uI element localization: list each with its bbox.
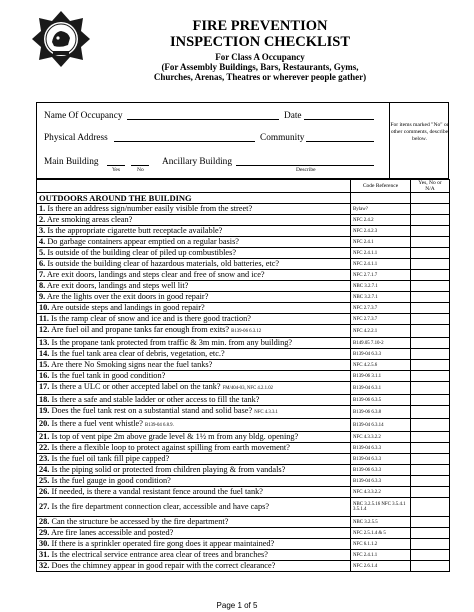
checklist-row — [37, 270, 450, 281]
code-reference-cell: NFC 2.4.2.3 — [351, 226, 411, 237]
comments-side-note: For items marked "No" or other comments, describe below. — [390, 122, 449, 142]
question-number: 10. — [39, 303, 50, 312]
question-cell — [37, 371, 351, 382]
question-cell — [37, 292, 351, 303]
ancillary-building-field[interactable] — [236, 165, 374, 166]
question-number: 18. — [39, 395, 50, 404]
question-number: 32. — [39, 561, 50, 570]
question-number: 21. — [39, 432, 50, 441]
inline-code-note: B139-06 6.3.12 — [231, 329, 262, 334]
code-reference-cell: NFC 4.2.5.6 — [351, 360, 411, 371]
answer-cell[interactable] — [411, 498, 450, 517]
code-reference-cell: B139-04 6.3.14 — [351, 419, 411, 432]
code-reference-cell: NFC 4.2.2.1 — [351, 325, 411, 338]
title-line-2: INSPECTION CHECKLIST — [169, 34, 351, 50]
answer-cell[interactable] — [411, 325, 450, 338]
ancillary-describe-label: Describe — [296, 167, 316, 173]
checklist-row — [37, 360, 450, 371]
question-number: 9. — [39, 292, 46, 301]
question-cell — [37, 259, 351, 270]
answer-cell[interactable] — [411, 487, 450, 498]
answer-cell[interactable] — [411, 237, 450, 248]
question-cell — [37, 550, 351, 561]
checklist-row — [37, 338, 450, 349]
checklist-row — [37, 292, 450, 303]
answer-cell[interactable] — [411, 476, 450, 487]
subtitle-occupancy-class: For Class A Occupancy — [215, 52, 305, 62]
code-reference-cell: NFC 2.4.1.1 — [351, 259, 411, 270]
question-text: Are there No Smoking signs near the fuel tanks? — [51, 360, 213, 369]
question-text: Is there an address sign/number easily visible from the street? — [47, 204, 253, 213]
question-cell — [37, 303, 351, 314]
question-number: 30. — [39, 539, 50, 548]
answer-cell[interactable] — [411, 443, 450, 454]
question-number: 26. — [39, 487, 50, 496]
question-cell — [37, 476, 351, 487]
code-reference-cell: B139-04 6.3.3 — [351, 443, 411, 454]
inline-code-note: NFC 4.3.3.1 — [254, 410, 278, 415]
subtitle-building-types-2: Churches, Arenas, Theatres or wherever people gather) — [153, 72, 367, 82]
question-number: 20. — [39, 419, 50, 428]
inline-code-note: B139-04 6.8.9. — [145, 423, 174, 428]
question-number: 14. — [39, 349, 50, 358]
answer-cell[interactable] — [411, 270, 450, 281]
section-header-row — [37, 193, 450, 204]
question-text: Is the fuel tank area clear of debris, vegetation, etc.? — [51, 349, 225, 358]
answer-cell[interactable] — [411, 539, 450, 550]
answer-cell[interactable] — [411, 248, 450, 259]
question-number: 17. — [39, 382, 50, 391]
section-answer-cell — [411, 193, 450, 204]
question-text: Is outside the building clear of hazardous materials, old batteries, etc? — [47, 259, 280, 268]
question-cell — [37, 270, 351, 281]
answer-cell[interactable] — [411, 360, 450, 371]
question-text: Can the structure be accessed by the fire department? — [51, 517, 229, 526]
code-reference-cell: B139-06 6.3.8 — [351, 406, 411, 419]
main-building-yes-label: Yes — [112, 167, 121, 173]
answer-cell[interactable] — [411, 259, 450, 270]
question-number: 2. — [39, 215, 46, 224]
question-number: 6. — [39, 259, 46, 268]
answer-cell[interactable] — [411, 204, 450, 215]
checklist-row — [37, 419, 450, 432]
checklist-row — [37, 248, 450, 259]
answer-cell[interactable] — [411, 432, 450, 443]
question-cell — [37, 487, 351, 498]
code-reference-cell: B139-06 3.1.1 — [351, 371, 411, 382]
question-text: Is the electrical service entrance area clear of trees and branches? — [51, 550, 268, 559]
header-blank-cell — [37, 180, 351, 193]
answer-cell[interactable] — [411, 528, 450, 539]
question-number: 31. — [39, 550, 50, 559]
question-text: Is the ramp clear of snow and ice and is there good traction? — [51, 314, 251, 323]
question-cell — [37, 539, 351, 550]
code-reference-cell: NFC 2.7.1.7 — [351, 270, 411, 281]
question-number: 13. — [39, 338, 50, 347]
code-reference-cell: B139-04 6.3.3 — [351, 476, 411, 487]
code-reference-cell: B139-04 6.3.3 — [351, 349, 411, 360]
table-header-row — [37, 180, 450, 193]
code-reference-cell: NBC 3.2.5.16 NFC 3.5.4.1 3.5.1.4 — [351, 498, 411, 517]
question-cell — [37, 338, 351, 349]
question-number: 11. — [39, 314, 49, 323]
checklist-row — [37, 517, 450, 528]
answer-cell[interactable] — [411, 349, 450, 360]
question-text: Is top of vent pipe 2m above grade level & 1½ m from any bldg. opening? — [51, 432, 299, 441]
checklist-table — [36, 179, 450, 572]
question-text: Are outside steps and landings in good repair? — [51, 303, 205, 312]
code-reference-cell: B149.05 7.10-2 — [351, 338, 411, 349]
checklist-row — [37, 395, 450, 406]
question-text: Is the fuel gauge in good condition? — [51, 476, 171, 485]
name-of-occupancy-label: Name Of Occupancy — [44, 111, 123, 121]
checklist-row — [37, 325, 450, 338]
code-reference-cell: B139-06 6.3.3 — [351, 465, 411, 476]
checklist-row — [37, 314, 450, 325]
yes-no-na-header: Yes, No or N/A — [411, 180, 450, 193]
question-text: Does the chimney appear in good repair with the correct clearance? — [51, 561, 276, 570]
question-cell — [37, 215, 351, 226]
checklist-row — [37, 443, 450, 454]
question-cell — [37, 432, 351, 443]
question-number: 25. — [39, 476, 50, 485]
checklist-row — [37, 371, 450, 382]
checklist-row — [37, 528, 450, 539]
subtitle-building-types-1: (For Assembly Buildings, Bars, Restaurants, Gyms, — [161, 62, 359, 72]
code-reference-cell: NFC 2.6.1.4 — [351, 561, 411, 572]
title-line-1: FIRE PREVENTION — [192, 18, 328, 34]
question-text: Is the fuel oil tank fill pipe capped? — [51, 454, 170, 463]
question-number: 1. — [39, 204, 46, 213]
question-number: 22. — [39, 443, 50, 452]
question-cell — [37, 395, 351, 406]
question-number: 4. — [39, 237, 46, 246]
code-reference-cell: NFC 2.4.1.1 — [351, 550, 411, 561]
code-reference-header: Code Reference — [351, 180, 411, 193]
physical-address-label: Physical Address — [44, 133, 108, 143]
section-code-cell — [351, 193, 411, 204]
question-cell — [37, 325, 351, 338]
answer-cell[interactable] — [411, 292, 450, 303]
question-text: Is the fuel tank in good condition? — [51, 371, 166, 380]
checklist-row — [37, 259, 450, 270]
question-number: 16. — [39, 371, 50, 380]
answer-cell[interactable] — [411, 382, 450, 395]
question-cell — [37, 528, 351, 539]
question-number: 23. — [39, 454, 50, 463]
code-reference-cell: NBC 3.2.5.5 — [351, 517, 411, 528]
question-text: Are the lights over the exit doors in good repair? — [46, 292, 209, 301]
question-text: Does the fuel tank rest on a substantial stand and solid base? — [51, 406, 253, 415]
checklist-row — [37, 237, 450, 248]
question-text: Is there a fuel vent whistle? — [51, 419, 143, 428]
checklist-row — [37, 349, 450, 360]
code-reference-cell: NFC 2.5.1.4 & 5 — [351, 528, 411, 539]
code-reference-cell: NFC 2.7.3.7 — [351, 314, 411, 325]
code-reference-cell: NFC 2.4.2 — [351, 215, 411, 226]
question-number: 28. — [39, 517, 50, 526]
answer-cell[interactable] — [411, 303, 450, 314]
question-text: Are exit doors, landings and steps well lit? — [46, 281, 189, 290]
question-text: Is there a flexible loop to protect against spilling from earth movement? — [51, 443, 290, 452]
question-number: 24. — [39, 465, 50, 474]
checklist-row — [37, 226, 450, 237]
question-number: 7. — [39, 270, 46, 279]
checklist-row — [37, 561, 450, 572]
inline-code-note: FM/404-03, NFC 4.2.1.02 — [222, 386, 273, 391]
question-cell — [37, 454, 351, 465]
checklist-row — [37, 303, 450, 314]
checklist-row — [37, 476, 450, 487]
checklist-row — [37, 487, 450, 498]
answer-cell[interactable] — [411, 406, 450, 419]
main-building-no-label: No — [137, 167, 144, 173]
main-building-yes-field[interactable] — [107, 165, 125, 166]
question-number: 27. — [39, 502, 50, 511]
question-text: Is the fire department connection clear, accessible and have caps? — [51, 502, 270, 511]
question-cell — [37, 248, 351, 259]
answer-cell[interactable] — [411, 517, 450, 528]
question-text: Are smoking areas clean? — [46, 215, 133, 224]
question-cell — [37, 237, 351, 248]
question-number: 5. — [39, 248, 46, 257]
code-reference-cell: NFC 2.7.3.7 — [351, 303, 411, 314]
checklist-row — [37, 406, 450, 419]
question-cell — [37, 419, 351, 432]
question-cell — [37, 406, 351, 419]
question-number: 19. — [39, 406, 50, 415]
fire-department-emblem-logo — [30, 8, 92, 70]
question-text: Is the piping solid or protected from children playing & from vandals? — [51, 465, 286, 474]
answer-cell[interactable] — [411, 561, 450, 572]
question-text: If needed, is there a vandal resistant fence around the fuel tank? — [51, 487, 263, 496]
checklist-row — [37, 454, 450, 465]
code-reference-cell: Bylaw? — [351, 204, 411, 215]
answer-cell[interactable] — [411, 395, 450, 406]
question-text: Are fuel oil and propane tanks far enough from exits? — [51, 325, 230, 334]
checklist-row — [37, 204, 450, 215]
answer-cell[interactable] — [411, 338, 450, 349]
checklist-row — [37, 432, 450, 443]
code-reference-cell: NFC 4.3.3.2.2 — [351, 487, 411, 498]
checklist-row — [37, 465, 450, 476]
question-cell — [37, 314, 351, 325]
code-reference-cell: NFC 4.3.3.2.2 — [351, 432, 411, 443]
answer-cell[interactable] — [411, 281, 450, 292]
code-reference-cell: NBC 3.2.7.1 — [351, 281, 411, 292]
answer-cell[interactable] — [411, 550, 450, 561]
checklist-row — [37, 498, 450, 517]
question-number: 3. — [39, 226, 46, 235]
question-text: Do garbage containers appear emptied on a regular basis? — [47, 237, 239, 246]
question-number: 8. — [39, 281, 46, 290]
question-cell — [37, 517, 351, 528]
answer-cell[interactable] — [411, 419, 450, 432]
question-cell — [37, 281, 351, 292]
answer-cell[interactable] — [411, 454, 450, 465]
checklist-row — [37, 539, 450, 550]
question-text: Are fire lanes accessible and posted? — [51, 528, 174, 537]
main-building-label: Main Building — [44, 157, 99, 167]
code-reference-cell: NBC 3.2.7.1 — [351, 292, 411, 303]
question-cell — [37, 226, 351, 237]
question-cell — [37, 382, 351, 395]
question-cell — [37, 360, 351, 371]
question-text: Is outside of the building clear of piled up combustibles? — [47, 248, 237, 257]
ancillary-building-label: Ancillary Building — [162, 157, 232, 167]
question-text: Is there a ULC or other accepted label on the tank? — [51, 382, 221, 391]
code-reference-cell: B139-04 6.3.1 — [351, 382, 411, 395]
question-cell — [37, 561, 351, 572]
question-text: If there is a sprinkler operated fire gong does it appear maintained? — [51, 539, 275, 548]
main-building-no-field[interactable] — [131, 165, 149, 166]
code-reference-cell: NFC 2.4.1.1 — [351, 248, 411, 259]
community-field[interactable] — [306, 141, 374, 142]
date-field[interactable] — [304, 119, 374, 120]
community-label: Community — [260, 133, 305, 143]
checklist-row — [37, 215, 450, 226]
answer-cell[interactable] — [411, 226, 450, 237]
question-cell — [37, 349, 351, 360]
section-title: OUTDOORS AROUND THE BUILDING — [37, 193, 351, 204]
question-text: Is the appropriate cigarette butt receptacle available? — [47, 226, 223, 235]
question-number: 15. — [39, 360, 50, 369]
date-label: Date — [284, 111, 302, 121]
answer-cell[interactable] — [411, 314, 450, 325]
checklist-row — [37, 382, 450, 395]
question-text: Is there a safe and stable ladder or other access to fill the tank? — [51, 395, 260, 404]
question-cell — [37, 498, 351, 517]
code-reference-cell: NFC 2.4.1 — [351, 237, 411, 248]
checklist-row — [37, 281, 450, 292]
question-text: Is the propane tank protected from traffic & 3m min. from any building? — [51, 338, 293, 347]
checklist-row — [37, 550, 450, 561]
physical-address-field[interactable] — [114, 141, 255, 142]
code-reference-cell: B139-04 6.3.3 — [351, 454, 411, 465]
answer-cell[interactable] — [411, 371, 450, 382]
name-of-occupancy-field[interactable] — [127, 119, 279, 120]
question-number: 29. — [39, 528, 50, 537]
page-number: Page 1 of 5 — [216, 601, 258, 610]
answer-cell[interactable] — [411, 465, 450, 476]
code-reference-cell: NFC 6.1.1.2 — [351, 539, 411, 550]
question-cell — [37, 443, 351, 454]
question-cell — [37, 465, 351, 476]
answer-cell[interactable] — [411, 215, 450, 226]
question-number: 12. — [39, 325, 50, 334]
question-cell — [37, 204, 351, 215]
code-reference-cell: B139-06 6.3.5 — [351, 395, 411, 406]
question-text: Are exit doors, landings and steps clear and free of snow and ice? — [46, 270, 265, 279]
